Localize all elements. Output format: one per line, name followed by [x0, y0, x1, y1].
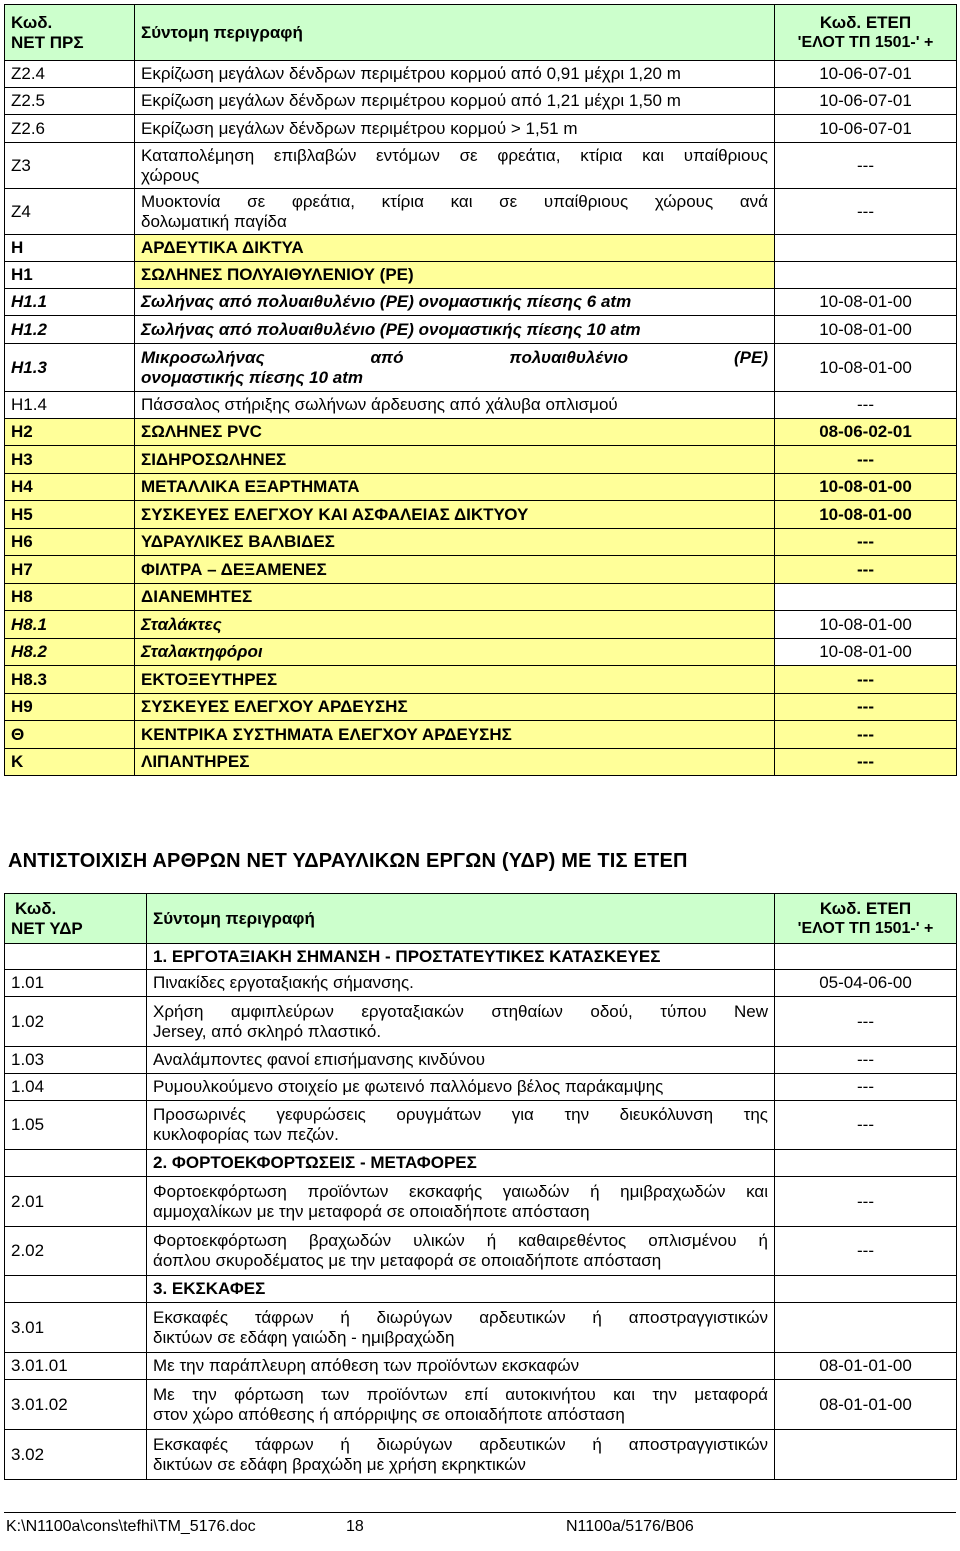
- section-heading: ΑΝΤΙΣΤΟΙΧΙΣΗ ΑΡΘΡΩΝ ΝΕΤ ΥΔΡΑΥΛΙΚΩΝ ΕΡΓΩΝ (ΥΔΡ) ΜΕ ΤΙΣ ΕΤΕΠ: [8, 850, 688, 872]
- row-code: Η5: [5, 501, 135, 529]
- footer-divider: [4, 1512, 956, 1513]
- row-code: 1.04: [5, 1074, 147, 1101]
- row-code: Ζ2.5: [5, 88, 135, 115]
- row-description-line1: Καταπολέμηση επιβλαβών εντόμων σε φρεάτια, κτίρια και υπαίθριους: [141, 145, 768, 165]
- row-description-line1: Μικροσωλήνας από πολυαιθυλένιο (PE): [141, 347, 768, 367]
- table-row: [5, 529, 957, 556]
- row-code: 2.01: [5, 1177, 147, 1227]
- row-etep-code: ---: [775, 694, 957, 721]
- row-description: ΔΙΑΝΕΜΗΤΕΣ: [135, 584, 775, 611]
- row-code: Η8.1: [5, 611, 135, 639]
- row-etep-code: ---: [775, 1101, 957, 1150]
- row-description-line1: Εκσκαφές τάφρων ή διωρύγων αρδευτικών ή αποστραγγιστικών: [153, 1434, 768, 1454]
- row-etep-code: ---: [775, 189, 957, 235]
- row-etep-code: [775, 1276, 957, 1303]
- row-etep-code: ---: [775, 1074, 957, 1101]
- table-row: [5, 344, 957, 392]
- row-description: ΛΙΠΑΝΤΗΡΕΣ: [135, 749, 775, 776]
- header-etep-cell: [775, 5, 957, 61]
- table-header-row: [5, 894, 957, 944]
- row-description-line2: άοπλου σκυροδέματος με την μεταφορά σε οποιαδήποτε απόσταση: [153, 1251, 662, 1270]
- row-code: 3.01.02: [5, 1380, 147, 1430]
- table-header-row: [5, 5, 957, 61]
- row-code: Η7: [5, 556, 135, 584]
- row-code: [5, 1276, 147, 1303]
- row-description: [135, 344, 775, 392]
- table-row: [5, 1303, 957, 1353]
- row-description: [147, 1303, 775, 1353]
- row-description-line1: Φορτοεκφόρτωση προϊόντων εκσκαφής γαιωδών ή ημιβραχωδών και: [153, 1181, 768, 1201]
- row-description: 2. ΦΟΡΤΟΕΚΦΟΡΤΩΣΕΙΣ - ΜΕΤΑΦΟΡΕΣ: [147, 1150, 775, 1177]
- row-description-line2: δικτύων σε εδάφη βραχώδη με χρήση εκρηκτικών: [153, 1454, 526, 1474]
- row-description: ΣΙΔΗΡΟΣΩΛΗΝΕΣ: [135, 446, 775, 474]
- row-code: 1.01: [5, 970, 147, 997]
- row-description: ΚΕΝΤΡΙΚΑ ΣΥΣΤΗΜΑΤΑ ΕΛΕΓΧΟΥ ΑΡΔΕΥΣΗΣ: [135, 721, 775, 749]
- row-etep-code: ---: [775, 666, 957, 694]
- table-row: [5, 1353, 957, 1380]
- row-description: Εκρίζωση μεγάλων δένδρων περιμέτρου κορμού > 1,51 m: [135, 115, 775, 143]
- section-row: [5, 1276, 957, 1303]
- codes-table-ydr: [4, 893, 957, 1480]
- row-description: Σωλήνας από πολυαιθυλένιο (PE) ονομαστικής πίεσης 6 atm: [135, 289, 775, 316]
- row-description: ΣΩΛΗΝΕΣ ΠΟΛΥΑΙΘΥΛΕΝΙΟΥ (PE): [135, 262, 775, 289]
- row-etep-code: 08-01-01-00: [775, 1380, 957, 1430]
- row-etep-code: 10-08-01-00: [775, 289, 957, 316]
- row-etep-code: ---: [775, 143, 957, 189]
- row-description-line2: χώρους: [141, 165, 200, 185]
- row-description-line2: δικτύων σε εδάφη γαιώδη - ημιβραχώδη: [153, 1327, 455, 1347]
- table-row: [5, 446, 957, 474]
- row-description: Εκρίζωση μεγάλων δένδρων περιμέτρου κορμού από 1,21 μέχρι 1,50 m: [135, 88, 775, 115]
- table-row: [5, 1227, 957, 1276]
- footer-document-ref: N1100a/5176/B06: [566, 1518, 694, 1535]
- row-code: Η: [5, 235, 135, 262]
- row-code: 2.02: [5, 1227, 147, 1276]
- row-description: [147, 1177, 775, 1227]
- header-etep-label: Κωδ. ΕΤΕΠ: [819, 12, 912, 32]
- header-etep-sublabel: 'ΕΛΟΤ ΤΠ 1501-' +: [797, 33, 934, 51]
- row-etep-code: [775, 1303, 957, 1353]
- header-code-sublabel: ΝΕΤ ΥΔΡ: [11, 918, 83, 938]
- row-code: Η1.3: [5, 344, 135, 392]
- row-description: [147, 1227, 775, 1276]
- table-row: [5, 997, 957, 1047]
- row-etep-code: 10-06-07-01: [775, 61, 957, 88]
- row-etep-code: ---: [775, 446, 957, 474]
- row-code: Η6: [5, 529, 135, 556]
- table-row: [5, 611, 957, 639]
- row-description-line2: Jersey, από σκληρό πλαστικό.: [153, 1021, 382, 1041]
- row-etep-code: 10-08-01-00: [775, 316, 957, 344]
- row-etep-code: [775, 1150, 957, 1177]
- table-row: [5, 235, 957, 262]
- row-etep-code: ---: [775, 1177, 957, 1227]
- row-code: Ζ3: [5, 143, 135, 189]
- row-description: Με την παράπλευρη απόθεση των προϊόντων εκσκαφών: [147, 1353, 775, 1380]
- row-description: Πάσσαλος στήριξης σωλήνων άρδευσης από χάλυβα οπλισμού: [135, 392, 775, 419]
- row-etep-code: 10-08-01-00: [775, 639, 957, 666]
- row-etep-code: 10-08-01-00: [775, 344, 957, 392]
- row-code: 1.03: [5, 1047, 147, 1074]
- header-code-sublabel: ΝΕΤ ΠΡΣ: [11, 32, 84, 52]
- row-etep-code: [775, 944, 957, 970]
- row-etep-code: [775, 1430, 957, 1480]
- table-row: [5, 970, 957, 997]
- row-description-line1: Προσωρινές γεφυρώσεις ορυγμάτων για την διευκόλυνση της: [153, 1105, 768, 1124]
- table-row: [5, 1074, 957, 1101]
- row-description: ΜΕΤΑΛΛΙΚΑ ΕΞΑΡΤΗΜΑΤΑ: [135, 474, 775, 501]
- row-code: [5, 944, 147, 970]
- row-description: ΣΥΣΚΕΥΕΣ ΕΛΕΓΧΟΥ ΚΑΙ ΑΣΦΑΛΕΙΑΣ ΔΙΚΤΥΟΥ: [135, 501, 775, 529]
- table-row: [5, 1047, 957, 1074]
- row-description-line2: αμμοχαλίκων με την μεταφορά σε οποιαδήποτε απόσταση: [153, 1201, 590, 1221]
- header-code-cell: [5, 894, 147, 944]
- row-etep-code: 10-08-01-00: [775, 611, 957, 639]
- table-row: [5, 392, 957, 419]
- row-etep-code: ---: [775, 529, 957, 556]
- row-description: ΥΔΡΑΥΛΙΚΕΣ ΒΑΛΒΙΔΕΣ: [135, 529, 775, 556]
- header-etep-sublabel: 'ΕΛΟΤ ΤΠ 1501-' +: [797, 919, 934, 937]
- row-code: Η1.4: [5, 392, 135, 419]
- header-etep-label: Κωδ. ΕΤΕΠ: [819, 898, 912, 918]
- row-description-line1: Μυοκτονία σε φρεάτια, κτίρια και σε υπαίθριους χώρους ανά: [141, 191, 768, 211]
- row-etep-code: 05-04-06-00: [775, 970, 957, 997]
- header-code-cell: [5, 5, 135, 61]
- row-etep-code: ---: [775, 721, 957, 749]
- row-description: 3. ΕΚΣΚΑΦΕΣ: [147, 1276, 775, 1303]
- row-code: Η8.2: [5, 639, 135, 666]
- row-code: 3.01.01: [5, 1353, 147, 1380]
- footer-file-path: K:\N1100a\cons\tefhi\TM_5176.doc: [6, 1518, 256, 1535]
- row-code: Ζ2.4: [5, 61, 135, 88]
- row-code: Η1.2: [5, 316, 135, 344]
- table-row: [5, 501, 957, 529]
- row-etep-code: 08-06-02-01: [775, 419, 957, 446]
- row-description: ΕΚΤΟΞΕΥΤΗΡΕΣ: [135, 666, 775, 694]
- row-code: Ζ4: [5, 189, 135, 235]
- table-row: [5, 721, 957, 749]
- table-row: [5, 1430, 957, 1480]
- row-description: Πινακίδες εργοταξιακής σήμανσης.: [147, 970, 775, 997]
- row-description: Αναλάμποντες φανοί επισήμανσης κινδύνου: [147, 1047, 775, 1074]
- row-etep-code: ---: [775, 556, 957, 584]
- table-row: [5, 639, 957, 666]
- row-etep-code: 10-06-07-01: [775, 115, 957, 143]
- table-row: [5, 749, 957, 776]
- row-description: [147, 997, 775, 1047]
- row-description: Εκρίζωση μεγάλων δένδρων περιμέτρου κορμού από 0,91 μέχρι 1,20 m: [135, 61, 775, 88]
- row-description: ΑΡΔΕΥΤΙΚΑ ΔΙΚΤΥΑ: [135, 235, 775, 262]
- row-description: [147, 1101, 775, 1150]
- row-code: Η4: [5, 474, 135, 501]
- table-row: [5, 143, 957, 189]
- row-code: Η2: [5, 419, 135, 446]
- row-description: Σωλήνας από πολυαιθυλένιο (PE) ονομαστικής πίεσης 10 atm: [135, 316, 775, 344]
- row-description: ΣΥΣΚΕΥΕΣ ΕΛΕΓΧΟΥ ΑΡΔΕΥΣΗΣ: [135, 694, 775, 721]
- table-row: [5, 115, 957, 143]
- row-etep-code: ---: [775, 749, 957, 776]
- row-code: Κ: [5, 749, 135, 776]
- table-row: [5, 419, 957, 446]
- header-code-label: Κωδ.: [11, 12, 53, 32]
- table-row: [5, 1380, 957, 1430]
- header-description-cell: Σύντομη περιγραφή: [135, 5, 775, 61]
- row-code: 3.02: [5, 1430, 147, 1480]
- table-row: [5, 666, 957, 694]
- row-code: Η9: [5, 694, 135, 721]
- table-row: [5, 584, 957, 611]
- row-description: 1. ΕΡΓΟΤΑΞΙΑΚΗ ΣΗΜΑΝΣΗ - ΠΡΟΣΤΑΤΕΥΤΙΚΕΣ ΚΑΤΑΣΚΕΥΕΣ: [147, 944, 775, 970]
- table-row: [5, 88, 957, 115]
- table-row: [5, 1177, 957, 1227]
- row-description: [147, 1430, 775, 1480]
- row-description: Ρυμουλκούμενο στοιχείο με φωτεινό παλλόμενο βέλος παράκαμψης: [147, 1074, 775, 1101]
- row-etep-code: 10-08-01-00: [775, 474, 957, 501]
- section-row: [5, 1150, 957, 1177]
- row-code: Η1.1: [5, 289, 135, 316]
- table-row: [5, 556, 957, 584]
- table-row: [5, 474, 957, 501]
- row-etep-code: 10-06-07-01: [775, 88, 957, 115]
- table-row: [5, 316, 957, 344]
- row-etep-code: ---: [775, 1047, 957, 1074]
- row-description: [135, 143, 775, 189]
- row-code: Θ: [5, 721, 135, 749]
- row-code: Η1: [5, 262, 135, 289]
- header-description-cell: Σύντομη περιγραφή: [147, 894, 775, 944]
- table-row: [5, 694, 957, 721]
- table-row: [5, 289, 957, 316]
- row-code: Η8: [5, 584, 135, 611]
- section-row: [5, 944, 957, 970]
- row-description-line2: στον χώρο απόθεσης ή απόρριψης σε οποιαδήποτε απόσταση: [153, 1404, 625, 1424]
- row-description: [147, 1380, 775, 1430]
- row-code: 1.05: [5, 1101, 147, 1150]
- row-description-line2: δολωματική παγίδα: [141, 211, 287, 231]
- row-etep-code: ---: [775, 392, 957, 419]
- table-row: [5, 262, 957, 289]
- row-code: 3.01: [5, 1303, 147, 1353]
- table-row: [5, 189, 957, 235]
- row-description: ΣΩΛΗΝΕΣ PVC: [135, 419, 775, 446]
- row-etep-code: 10-08-01-00: [775, 501, 957, 529]
- row-description-line2: ονομαστικής πίεσης 10 atm: [141, 367, 364, 387]
- row-etep-code: [775, 262, 957, 289]
- row-code: 1.02: [5, 997, 147, 1047]
- row-description-line2: κυκλοφορίας των πεζών.: [153, 1125, 339, 1144]
- row-description: ΦΙΛΤΡΑ – ΔΕΞΑΜΕΝΕΣ: [135, 556, 775, 584]
- row-code: Η8.3: [5, 666, 135, 694]
- row-code: Η3: [5, 446, 135, 474]
- header-code-label: Κωδ.: [15, 898, 57, 918]
- row-description-line1: Εκσκαφές τάφρων ή διωρύγων αρδευτικών ή αποστραγγιστικών: [153, 1307, 768, 1327]
- row-etep-code: 08-01-01-00: [775, 1353, 957, 1380]
- header-etep-cell: [775, 894, 957, 944]
- row-code: [5, 1150, 147, 1177]
- row-description: [135, 189, 775, 235]
- footer-page-number: 18: [346, 1518, 364, 1535]
- table-row: [5, 1101, 957, 1150]
- row-etep-code: ---: [775, 1227, 957, 1276]
- row-etep-code: [775, 584, 957, 611]
- row-description: Σταλάκτες: [135, 611, 775, 639]
- row-etep-code: [775, 235, 957, 262]
- row-description-line1: Χρήση αμφιπλεύρων εργοταξιακών στηθαίων οδού, τύπου New: [153, 1001, 768, 1021]
- row-description-line1: Φορτοεκφόρτωση βραχωδών υλικών ή καθαιρεθέντος οπλισμένου ή: [153, 1231, 768, 1250]
- codes-table-prs: [4, 4, 957, 776]
- row-description: Σταλακτηφόροι: [135, 639, 775, 666]
- row-code: Ζ2.6: [5, 115, 135, 143]
- row-description-line1: Με την φόρτωση των προϊόντων επί αυτοκινήτου και την μεταφορά: [153, 1384, 768, 1404]
- table-row: [5, 61, 957, 88]
- row-etep-code: ---: [775, 997, 957, 1047]
